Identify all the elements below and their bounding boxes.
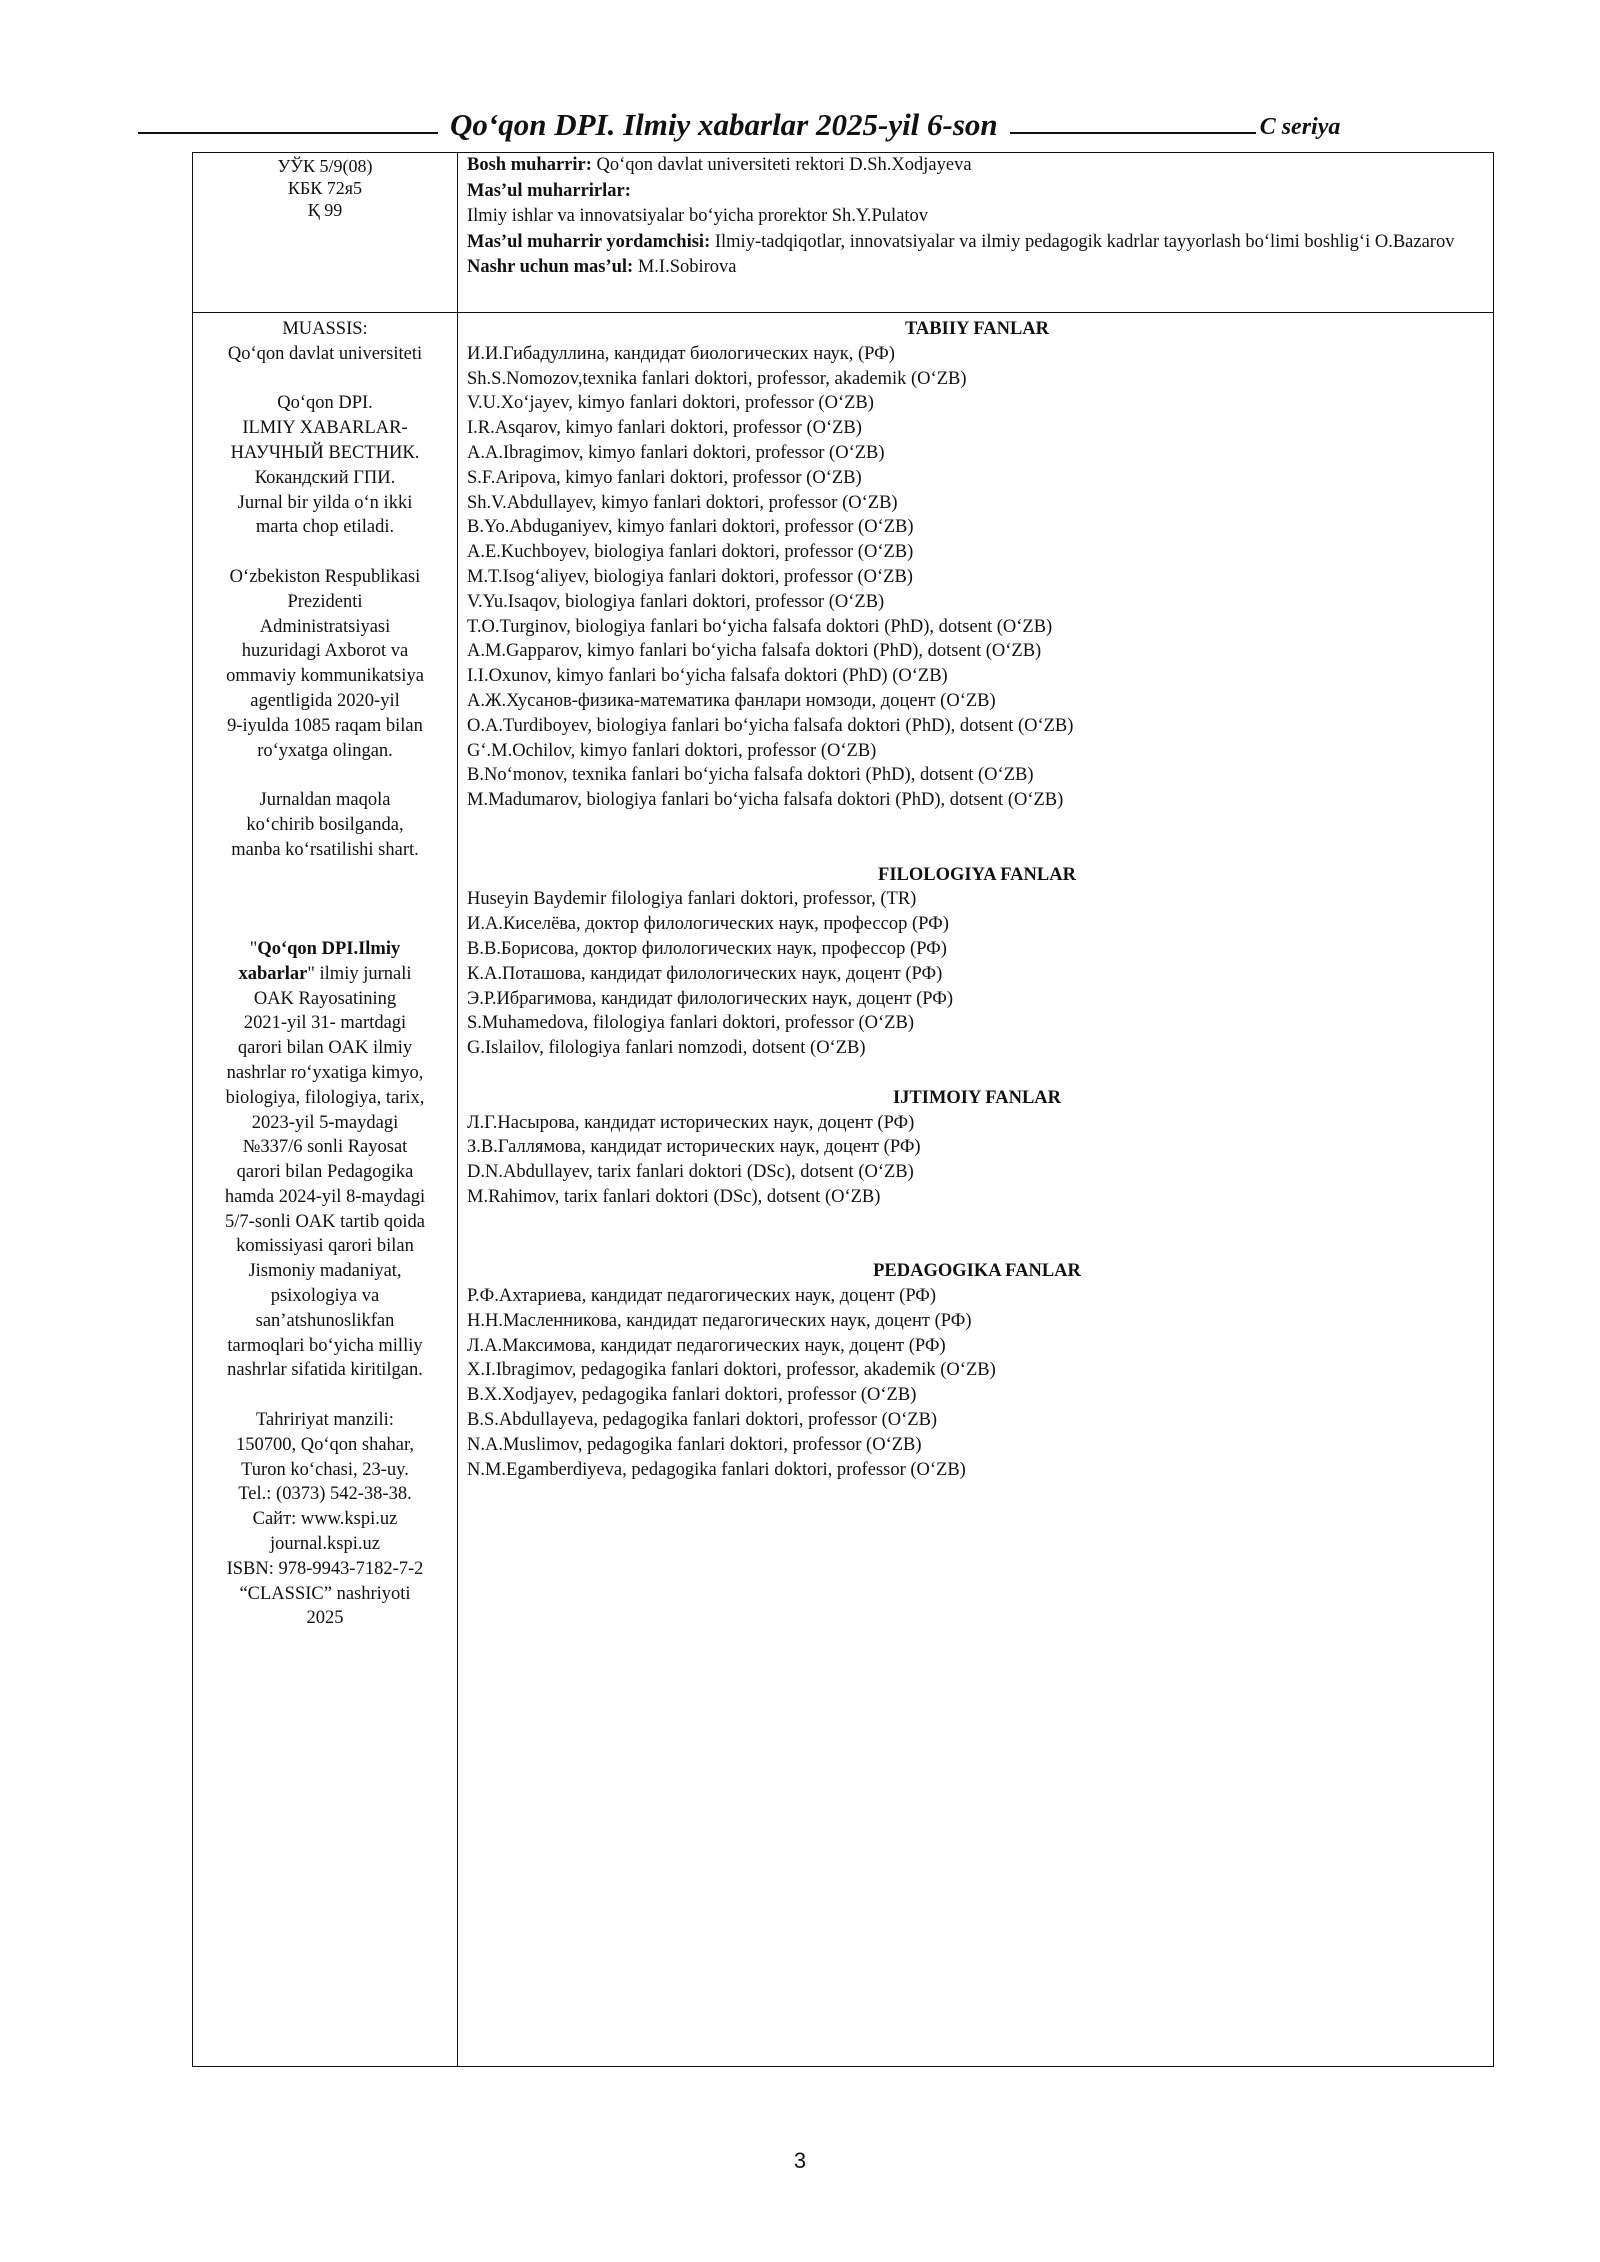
board-member: Н.Н.Масленникова, кандидат педагогических наук, доцент (РФ) (467, 1310, 972, 1331)
board-member: К.А.Поташова, кандидат филологических наук, доцент (РФ) (467, 963, 943, 984)
board-member: Sh.V.Abdullayev, kimyo fanlari doktori, professor (O‘ZB) (467, 492, 898, 513)
board-member: V.U.Xo‘jayev, kimyo fanlari doktori, professor (O‘ZB) (467, 393, 874, 414)
board-member: Huseyin Baydemir filologiya fanlari doktori, professor, (TR) (467, 889, 917, 910)
board-member: Р.Ф.Ахтариева, кандидат педагогических наук, доцент (РФ) (467, 1286, 937, 1307)
header-rule-left (138, 132, 438, 134)
assistant-editor-value: Ilmiy-tadqiqotlar, innovatsiyalar va ilmiy pedagogik kadrlar tayyorlash bo‘limi boshlig‘i O.Bazarov (710, 231, 1455, 252)
journal-line: ILMIY XABARLAR- (242, 418, 408, 439)
publication-responsible-label: Nashr uchun mas’ul: (467, 257, 634, 277)
founder-name: Qo‘qon davlat universiteti (227, 343, 423, 364)
registration-line: ommaviy kommunikatsiya (226, 666, 424, 687)
address-line: Tahririyat manzili: (256, 1410, 394, 1431)
registration-line: O‘zbekiston Respublikasi (229, 566, 421, 587)
publication-responsible-value: M.I.Sobirova (633, 257, 737, 277)
oak-line: san’atshunoslikfan (255, 1310, 395, 1331)
journal-title: Qo‘qon DPI. Ilmiy xabarlar 2025-yil 6-son (450, 107, 998, 142)
registration-line: Prezidenti (287, 591, 363, 612)
oak-line: Jismoniy madaniyat, (248, 1261, 402, 1282)
address-line: Turon ko‘chasi, 23-uy. (241, 1459, 409, 1480)
board-member: И.А.Киселёва, доктор филологических наук, профессор (РФ) (467, 914, 949, 935)
board-member: I.R.Asqarov, kimyo fanlari doktori, professor (O‘ZB) (467, 418, 862, 439)
oak-line: psixologiya va (270, 1286, 380, 1307)
board-member: A.M.Gapparov, kimyo fanlari bo‘yicha falsafa doktori (PhD), dotsent (O‘ZB) (467, 641, 1042, 662)
oak-line: qarori bilan Pedagogika (236, 1162, 414, 1183)
oak-line: OAK Rayosatining (253, 988, 397, 1009)
board-member: Sh.S.Nomozov,texnika fanlari doktori, professor, akademik (O‘ZB) (467, 368, 967, 389)
oak-journal-title-2: xabarlar" ilmiy jurnali (238, 963, 412, 984)
address-line: “CLASSIC” nashriyoti (239, 1583, 411, 1604)
board-member: G.Islailov, filologiya fanlari nomzodi, dotsent (O‘ZB) (467, 1038, 866, 1059)
oak-line: 2021-yil 31- martdagi (243, 1013, 407, 1034)
board-member: X.I.Ibragimov, pedagogika fanlari doktori, professor, akademik (O‘ZB) (467, 1360, 996, 1381)
chief-editor-value: Qo‘qon davlat universiteti rektori D.Sh.Xodjayeva (591, 155, 972, 175)
responsible-editors-label: Mas’ul muharrirlar: (467, 180, 631, 201)
column-divider (457, 153, 458, 2066)
publication-responsible-line (467, 255, 1487, 281)
oak-line: biologiya, filologiya, tarix, (225, 1087, 425, 1108)
journal-description (199, 391, 451, 540)
board-member: D.N.Abdullayev, tarix fanlari doktori (DSc), dotsent (O‘ZB) (467, 1162, 914, 1183)
address-line: 2025 (306, 1608, 344, 1629)
section-title: PEDAGOGIKA FANLAR (873, 1261, 1081, 1282)
board-member: T.O.Turginov, biologiya fanlari bo‘yicha falsafa doktori (PhD), dotsent (O‘ZB) (467, 616, 1053, 637)
section-title: FILOLOGIYA FANLAR (878, 864, 1076, 885)
board-member: И.И.Гибадуллина, кандидат биологических наук, (РФ) (467, 343, 895, 364)
address-line: Сайт: www.kspi.uz (252, 1509, 398, 1530)
address-line: 150700, Qo‘qon shahar, (235, 1434, 415, 1455)
section-title: IJTIMOIY FANLAR (892, 1087, 1062, 1108)
board-member: S.F.Aripova, kimyo fanlari doktori, professor (O‘ZB) (467, 467, 862, 488)
classification-codes (193, 155, 457, 221)
assistant-editor-label: Mas’ul muharrir yordamchisi: (467, 231, 711, 252)
board-member: I.I.Oxunov, kimyo fanlari bo‘yicha falsafa doktori (PhD) (O‘ZB) (467, 666, 948, 687)
oak-journal-title: "Qo‘qon DPI.Ilmiy (249, 938, 401, 959)
author-mark: Қ 99 (307, 200, 343, 220)
registration-info (199, 565, 451, 763)
oak-line: №337/6 sonli Rayosat (242, 1137, 408, 1158)
editorial-board (467, 153, 1487, 281)
address-line: journal.kspi.uz (270, 1534, 380, 1555)
board-member: N.A.Muslimov, pedagogika fanlari doktori, professor (O‘ZB) (467, 1434, 922, 1455)
board-member: Л.Г.Насырова, кандидат исторических наук, доцент (РФ) (467, 1112, 915, 1133)
chief-editor-label: Bosh muharrir: (467, 155, 592, 175)
board-member: Л.А.Максимова, кандидат педагогических наук, доцент (РФ) (467, 1335, 946, 1356)
board-member: З.В.Галлямова, кандидат исторических наук, доцент (РФ) (467, 1137, 921, 1158)
oak-accreditation (199, 987, 451, 1384)
assistant-editor-line (467, 230, 1487, 256)
journal-line: Кокандский ГПИ. (254, 467, 396, 488)
masthead-table (192, 152, 1494, 2067)
header-rule-right (1010, 132, 1256, 134)
board-member: А.Ж.Хусанов-физика-математика фанлари номзоди, доцент (O‘ZB) (467, 690, 996, 711)
board-member: G‘.M.Ochilov, kimyo fanlari doktori, professor (O‘ZB) (467, 740, 877, 761)
board-member: M.Madumarov, biologiya fanlari bo‘yicha falsafa doktori (PhD), dotsent (O‘ZB) (467, 790, 1064, 811)
registration-line: huzuridagi Axborot va (241, 641, 409, 662)
section-title: TABIIY FANLAR (904, 319, 1050, 339)
registration-line: 9-iyulda 1085 raqam bilan (227, 715, 423, 736)
journal-line: НАУЧНЫЙ ВЕСТНИК. (230, 442, 420, 463)
oak-line: 2023-yil 5-maydagi (251, 1112, 399, 1133)
oak-line: komissiyasi qarori bilan (236, 1236, 414, 1257)
board-member: S.Muhamedova, filologiya fanlari doktori, professor (O‘ZB) (467, 1013, 914, 1034)
editorial-council-sections (467, 317, 1487, 1482)
board-member: A.E.Kuchboyev, biologiya fanlari doktori, professor (O‘ZB) (467, 542, 914, 563)
board-member: B.Yo.Abduganiyev, kimyo fanlari doktori, professor (O‘ZB) (467, 517, 914, 538)
oak-line: nashrlar ro‘yxatiga kimyo, (226, 1062, 424, 1083)
oak-line: qarori bilan OAK ilmiy (237, 1038, 413, 1059)
journal-line: Qo‘qon DPI. (277, 393, 373, 414)
board-member: Э.Р.Ибрагимова, кандидат филологических наук, доцент (РФ) (467, 988, 954, 1009)
copyright-line: manba ko‘rsatilishi shart. (231, 839, 419, 860)
board-member: O.A.Turdiboyev, biologiya fanlari bo‘yicha falsafa doktori (PhD), dotsent (O‘ZB) (467, 715, 1074, 736)
chief-editor-line (467, 153, 1487, 179)
board-member: V.Yu.Isaqov, biologiya fanlari doktori, professor (O‘ZB) (467, 591, 885, 612)
oak-line: nashrlar sifatida kiritilgan. (227, 1360, 423, 1381)
bbk-code: КБК 72я5 (287, 178, 363, 198)
row-divider (193, 312, 1493, 313)
journal-line: Jurnal bir yilda o‘n ikki (237, 492, 413, 513)
responsible-editors-value: Ilmiy ishlar va innovatsiyalar bo‘yicha prorektor Sh.Y.Pulatov (467, 206, 929, 226)
board-member: B.S.Abdullayeva, pedagogika fanlari doktori, professor (O‘ZB) (467, 1410, 938, 1431)
address-line: ISBN: 978-9943-7182-7-2 (226, 1558, 424, 1579)
board-member: M.Rahimov, tarix fanlari doktori (DSc), dotsent (O‘ZB) (467, 1186, 881, 1207)
copyright-notice (199, 788, 451, 862)
board-member: M.T.Isog‘aliyev, biologiya fanlari doktori, professor (O‘ZB) (467, 566, 913, 587)
board-member: N.M.Egamberdiyeva, pedagogika fanlari doktori, professor (O‘ZB) (467, 1459, 966, 1480)
page-number: 3 (793, 2148, 807, 2173)
registration-line: Administratsiyasi (259, 616, 391, 637)
series-label: C seriya (1259, 113, 1341, 140)
copyright-line: ko‘chirib bosilganda, (246, 814, 404, 835)
founder-label: MUASSIS: (282, 319, 368, 339)
oak-line: tarmoqlari bo‘yicha milliy (227, 1335, 423, 1356)
board-member: B.No‘monov, texnika fanlari bo‘yicha falsafa doktori (PhD), dotsent (O‘ZB) (467, 765, 1034, 786)
address-line: Tel.: (0373) 542-38-38. (238, 1484, 412, 1505)
registration-line: agentligida 2020-yil (250, 690, 400, 711)
board-member: В.В.Борисова, доктор филологических наук, профессор (РФ) (467, 938, 947, 959)
board-member: B.X.Xodjayev, pedagogika fanlari doktori, professor (O‘ZB) (467, 1385, 917, 1406)
journal-line: marta chop etiladi. (255, 517, 395, 538)
copyright-line: Jurnaldan maqola (259, 790, 391, 811)
running-header (138, 96, 1471, 140)
oak-line: hamda 2024-yil 8-maydagi (224, 1186, 426, 1207)
oak-line: 5/7-sonli OAK tartib qoida (225, 1211, 425, 1232)
registration-line: ro‘yxatga olingan. (257, 740, 393, 761)
board-member: A.A.Ibragimov, kimyo fanlari doktori, professor (O‘ZB) (467, 442, 885, 463)
editorial-address (199, 1408, 451, 1631)
journal-info-column (199, 317, 451, 1631)
udc-code: УЎК 5/9(08) (277, 156, 373, 176)
